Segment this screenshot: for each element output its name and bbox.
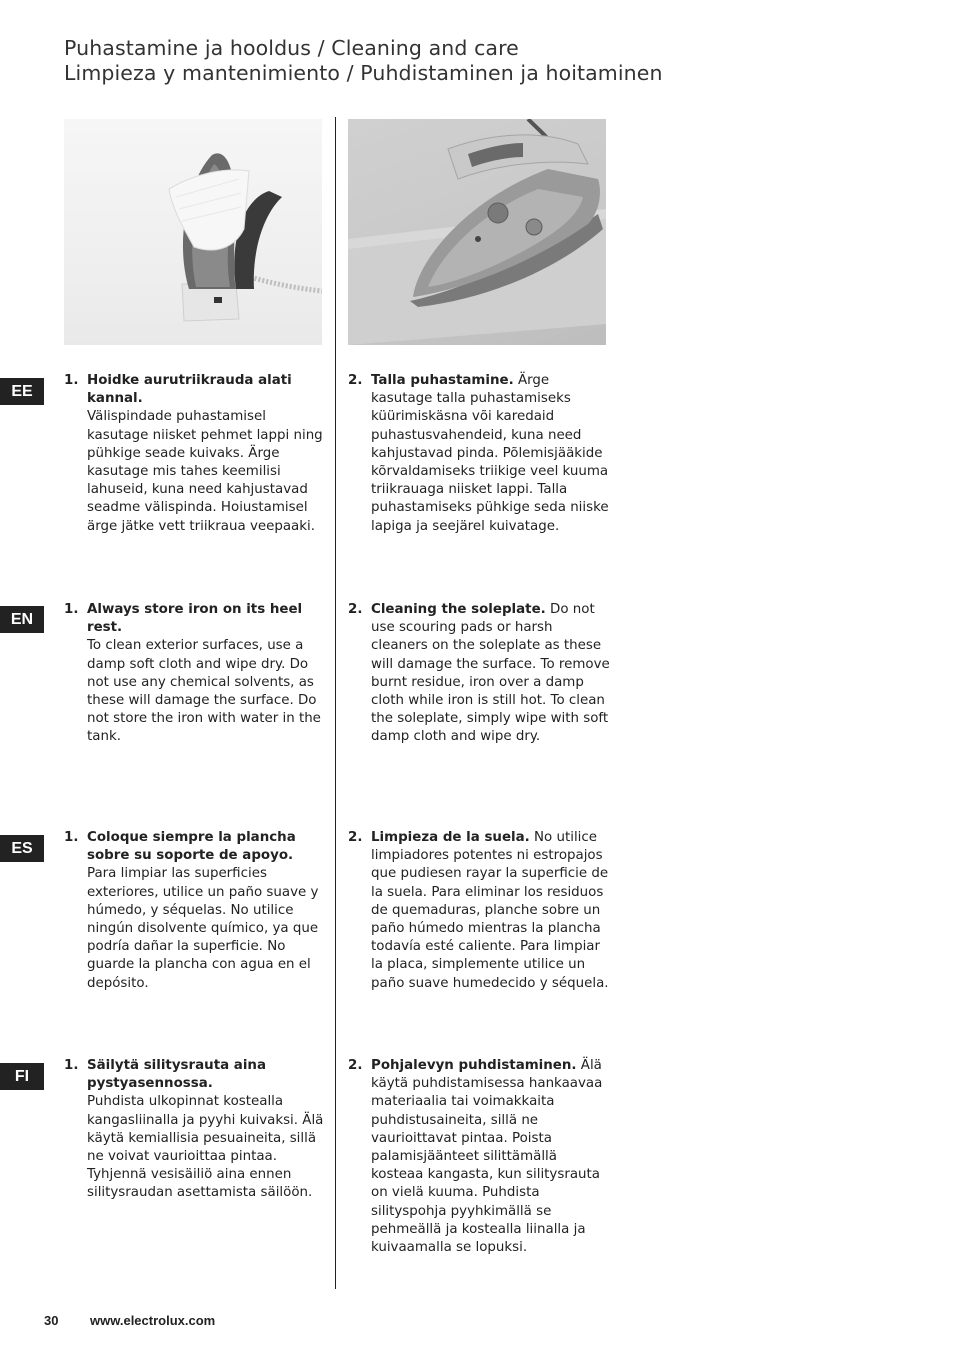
item-text: Puhdista ulkopinnat kostealla kangasliinalla ja pyyhi kuivaksi. Älä käytä kemiallisia pesuaineita, sillä ne voivat vaurioittaa pintaa. Tyhjennä vesisäiliö aina ennen silitysraudan asettamista säilöön. <box>87 1094 324 1201</box>
item-text: Älä käytä puhdistamisessa hankaavaa materiaalia tai voimakkaita puhdistusaineita, sillä ne vaurioittavat pintaa. Poista palamisjäänteet silittämällä kosteaa kangasta, kun silitysrauta on vielä kuuma. Puhdista silityspohja pyyhkimällä se pehmeällä ja kostealla liinalla ja kuivaamalla se lopuksi. <box>371 1058 603 1256</box>
item-text: Ärge kasutage talla puhastamiseks küürimiskäsna või karedaid puhastusvahendeid, kuna need kahjustavad pinda. Põlemisjääkide kõrvaldamiseks triikige veel kuuma triikrauaga niisket lappi. Talla puhastamiseks pühkige seda niiske lapiga ja seejärel kuivatage. <box>371 373 609 534</box>
es-item-2 <box>348 829 610 993</box>
footer-url: www.electrolux.com <box>90 1313 216 1328</box>
en-item-2 <box>348 601 610 747</box>
item-heading: Limpieza de la suela. <box>371 830 530 845</box>
iron-soleplate-on-cloth-icon <box>348 119 606 345</box>
fi-item-2 <box>348 1057 610 1257</box>
item-text: To clean exterior surfaces, use a damp soft cloth and wipe dry. Do not use any chemical solvents, as these will damage the surface. Do not store the iron with water in the tank. <box>87 638 321 745</box>
item-number: 2. <box>348 830 363 845</box>
iron-heel-rest-cloth-icon <box>64 119 322 345</box>
ee-item-1 <box>64 372 326 536</box>
item-number: 1. <box>64 1058 79 1073</box>
item-heading: Always store iron on its heel rest. <box>87 602 303 636</box>
item-text: Para limpiar las superficies exteriores, utilice un paño suave y húmedo, y séquelas. No utilice ningún disolvente químico, ya que podría dañar la superficie. No guarde la plancha con agua en el depósito. <box>87 866 319 991</box>
item-heading: Säilytä silitysrauta aina pystyasennossa. <box>87 1058 266 1092</box>
item-number: 2. <box>348 373 363 388</box>
language-tab-fi: FI <box>0 1063 44 1090</box>
page-number: 30 <box>44 1313 59 1328</box>
column-divider <box>335 117 336 1289</box>
item-number: 2. <box>348 1058 363 1073</box>
item-heading: Talla puhastamine. <box>371 373 514 388</box>
item-heading: Pohjalevyn puhdistaminen. <box>371 1058 577 1073</box>
item-text: Välispindade puhastamisel kasutage niisket pehmet lappi ning pühkige seade kuivaks. Ärge kasutage mis tahes keemilisi lahuseid, kuna need kahjustavad seadme välispinda. Hoiustamisel ärge jätke vett triikraua veepaaki. <box>87 409 323 534</box>
item-heading: Hoidke aurutriikrauda alati kannal. <box>87 373 292 407</box>
item-number: 1. <box>64 602 79 617</box>
language-tab-ee: EE <box>0 378 44 405</box>
item-number: 1. <box>64 373 79 388</box>
item-number: 2. <box>348 602 363 617</box>
item-text: No utilice limpiadores potentes ni estropajos que pudiesen rayar la superficie de la suela. Para eliminar los residuos de quemaduras, planche sobre un paño húmedo mientras la plancha todavía esté caliente. Para limpiar la placa, simplemente utilice un paño suave humedecido y séquela. <box>371 830 609 991</box>
item-number: 1. <box>64 830 79 845</box>
ee-item-2 <box>348 372 610 536</box>
item-text: Do not use scouring pads or harsh cleaners on the soleplate as these will damage the surface. To remove burnt residue, iron over a damp cloth while iron is still hot. To clean the soleplate, simply wipe with soft damp cloth and wipe dry. <box>371 602 610 745</box>
en-item-1 <box>64 601 326 747</box>
page-title-line-2: Limpieza y mantenimiento / Puhdistaminen ja hoitaminen <box>64 61 663 85</box>
language-tab-es: ES <box>0 835 44 862</box>
es-item-1 <box>64 829 326 993</box>
fi-item-1 <box>64 1057 326 1203</box>
item-heading: Coloque siempre la plancha sobre su soporte de apoyo. <box>87 830 296 864</box>
item-heading: Cleaning the soleplate. <box>371 602 546 617</box>
language-tab-en: EN <box>0 606 44 633</box>
page-title-line-1: Puhastamine ja hooldus / Cleaning and care <box>64 36 519 60</box>
